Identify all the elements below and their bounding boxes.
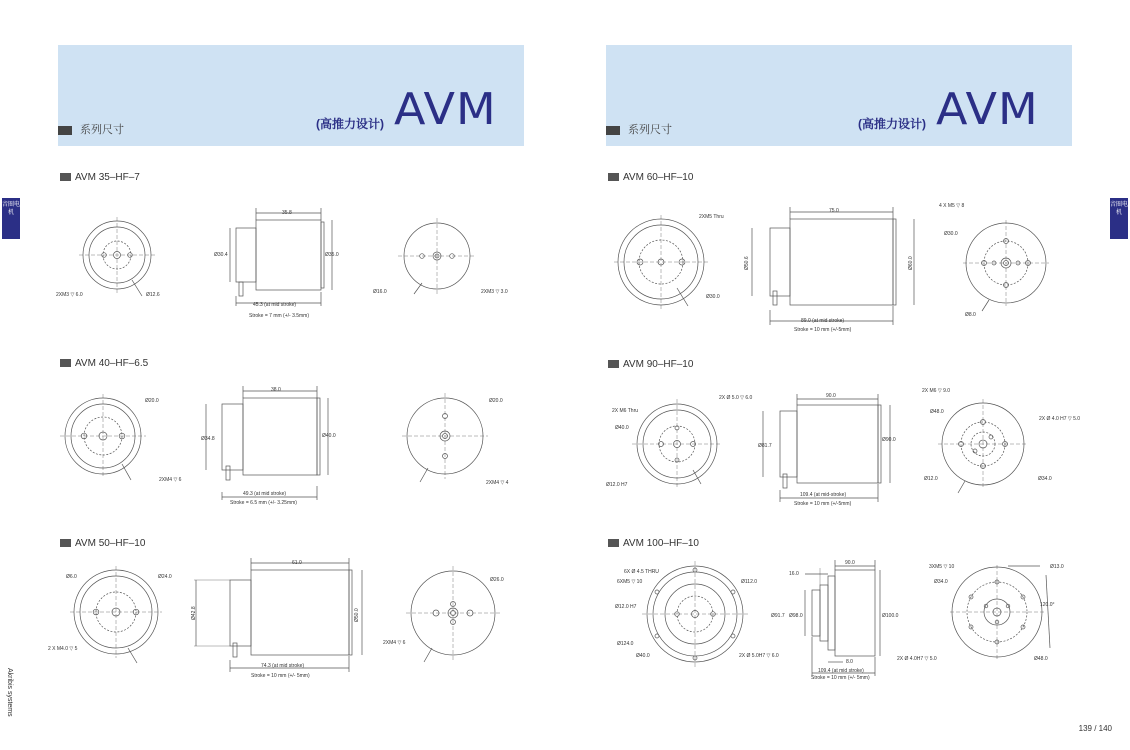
avm35-side-view bbox=[230, 208, 332, 306]
dim-label: 49.3 (at mid stroke) bbox=[243, 491, 287, 497]
model-title: AVM 35–HF–7 bbox=[60, 172, 140, 183]
dim-label: 6X Ø 4.5 THRU bbox=[624, 569, 659, 575]
dim-label: Ø20.0 bbox=[145, 398, 159, 404]
avm90-front-view bbox=[632, 399, 722, 489]
dim-label: Stroke = 10 mm (+/-5mm) bbox=[794, 327, 852, 333]
dim-label: Ø30.0 bbox=[706, 294, 720, 300]
dim-label: 6XM5 ▽ 10 bbox=[617, 579, 643, 585]
dim-label-vertical: Ø42.8 bbox=[191, 606, 197, 620]
dim-label: Stroke = 10 mm (+/- 5mm) bbox=[251, 673, 310, 679]
dim-label: 90.0 bbox=[826, 393, 836, 399]
model-title: AVM 90–HF–10 bbox=[608, 359, 693, 370]
avm50-side-view bbox=[194, 558, 362, 672]
dim-label: Stroke = 10 mm (+/-5mm) bbox=[794, 501, 852, 507]
dim-label: 61.0 bbox=[292, 560, 302, 566]
dim-label: 2XM4 ▽ 6 bbox=[383, 640, 406, 646]
dim-label: 8.0 bbox=[846, 659, 853, 665]
dim-label: Ø26.0 bbox=[490, 577, 504, 583]
banner-title: AVM bbox=[936, 83, 1039, 135]
avm60-side-view bbox=[752, 207, 914, 325]
dim-label: 75.0 bbox=[829, 208, 839, 214]
dim-label: 4 X M5 ▽ 8 bbox=[939, 203, 965, 209]
dim-label: 16.0 bbox=[789, 571, 799, 577]
banner-subtitle: (高推力设计) bbox=[858, 117, 926, 131]
dim-label: Ø124.0 bbox=[617, 641, 634, 647]
dim-label: Ø98.0 bbox=[789, 613, 803, 619]
section-title: 系列尺寸 bbox=[628, 124, 672, 136]
dim-label: Ø30.4 bbox=[214, 252, 228, 258]
avm40-front-view bbox=[60, 394, 146, 480]
avm40-rear-view bbox=[402, 393, 488, 482]
dim-label-vertical: Ø50.0 bbox=[354, 608, 360, 622]
section-title: 系列尺寸 bbox=[80, 124, 124, 136]
dim-label: Ø90.0 bbox=[882, 437, 896, 443]
dim-label: 90.0 bbox=[845, 560, 855, 566]
dim-label: 2XM4 ▽ 6 bbox=[159, 477, 182, 483]
dim-label: Ø30.0 bbox=[944, 231, 958, 237]
dim-label: 2XM4 ▽ 4 bbox=[486, 480, 509, 486]
avm60-front-view bbox=[614, 215, 708, 309]
banner-title: AVM bbox=[394, 83, 497, 135]
dim-label: 2X Ø 4.0H7 ▽ 5.0 bbox=[897, 656, 937, 662]
dim-label: Ø81.7 bbox=[758, 443, 772, 449]
avm90-side-view bbox=[763, 394, 890, 502]
dim-label: 2X M6 ▽ 9.0 bbox=[922, 388, 951, 394]
dim-label: Ø8.0 bbox=[965, 312, 976, 318]
dim-label: Ø13.0 bbox=[1050, 564, 1064, 570]
avm40-side-view bbox=[206, 386, 328, 500]
dim-label: Ø40.0 bbox=[322, 433, 336, 439]
dim-label: Ø91.7 bbox=[771, 613, 785, 619]
dim-label: 2X M6 Thru bbox=[612, 408, 639, 414]
dim-label: 120.0° bbox=[1040, 602, 1055, 608]
model-title: AVM 100–HF–10 bbox=[608, 538, 699, 549]
dim-label: Stroke = 7 mm (+/- 3.5mm) bbox=[249, 313, 310, 319]
model-title: AVM 50–HF–10 bbox=[60, 538, 145, 549]
side-tab-left: 音圈电机 bbox=[2, 198, 20, 239]
dim-label: Ø34.0 bbox=[1038, 476, 1052, 482]
avm100-rear-view bbox=[950, 565, 1050, 659]
dim-label: Ø12.0 H7 bbox=[606, 482, 628, 488]
dim-label: Ø35.0 bbox=[325, 252, 339, 258]
dim-label: Stroke = 10 mm (+/- 5mm) bbox=[811, 675, 870, 681]
dim-label: 2X Ø 5.0 ▽ 6.0 bbox=[719, 395, 753, 401]
dim-label: Ø34.8 bbox=[201, 436, 215, 442]
side-brand-text: Akribis systems bbox=[6, 668, 13, 717]
dim-label: 38.0 bbox=[271, 387, 281, 393]
dim-label: 3XM5 ▽ 10 bbox=[929, 564, 955, 570]
dim-label: Ø48.0 bbox=[930, 409, 944, 415]
dim-label: Ø100.0 bbox=[882, 613, 899, 619]
dim-label: 2XM5 Thru bbox=[699, 214, 724, 220]
dim-label: 2XM3 ▽ 6.0 bbox=[56, 292, 83, 298]
avm50-rear-view bbox=[406, 566, 500, 662]
dim-label: 2X Ø 4.0 H7 ▽ 5.0 bbox=[1039, 416, 1081, 422]
dim-label: Ø48.0 bbox=[1034, 656, 1048, 662]
dim-label: Ø16.0 bbox=[373, 289, 387, 295]
dim-label: 45.3 (at mid stroke) bbox=[253, 302, 297, 308]
dim-label: 2 X M4.0 ▽ 5 bbox=[48, 646, 78, 652]
model-title: AVM 60–HF–10 bbox=[608, 172, 693, 183]
model-title: AVM 40–HF–6.5 bbox=[60, 358, 148, 369]
dim-label: Ø24.0 bbox=[158, 574, 172, 580]
dim-label: 109.4 (at mid stroke) bbox=[818, 668, 864, 674]
dim-label: 2XM3 ▽ 3.0 bbox=[481, 289, 508, 295]
avm100-front-view bbox=[642, 561, 748, 667]
dim-label: Ø12.0 bbox=[924, 476, 938, 482]
dim-label: 2X Ø 5.0H7 ▽ 6.0 bbox=[739, 653, 779, 659]
dim-label: Ø20.0 bbox=[489, 398, 503, 404]
dim-label: Ø6.0 bbox=[66, 574, 77, 580]
dim-label: Ø12.0 H7 bbox=[615, 604, 637, 610]
dim-label: Stroke = 6.5 mm (+/- 3.25mm) bbox=[230, 500, 297, 506]
dim-label: Ø40.0 bbox=[636, 653, 650, 659]
side-tab-right: 音圈电机 bbox=[1110, 198, 1128, 239]
dim-label: Ø12.6 bbox=[146, 292, 160, 298]
avm90-rear-view bbox=[938, 399, 1028, 493]
avm60-rear-view bbox=[963, 220, 1049, 311]
dim-label: Ø34.0 bbox=[934, 579, 948, 585]
dim-label: Ø40.0 bbox=[615, 425, 629, 431]
dim-label: 109.4 (at mid-stroke) bbox=[800, 492, 847, 498]
banner-subtitle: (高推力设计) bbox=[316, 117, 384, 131]
avm50-front-view bbox=[70, 566, 162, 663]
dim-label-vertical: Ø60.0 bbox=[908, 256, 914, 270]
avm35-rear-view bbox=[398, 218, 476, 294]
dim-label: Ø112.0 bbox=[741, 579, 758, 585]
dim-label: 35.8 bbox=[282, 210, 292, 216]
dim-label: 89.0 (at mid stroke) bbox=[801, 318, 845, 324]
dim-label-vertical: Ø50.6 bbox=[744, 256, 750, 270]
avm100-side-view bbox=[805, 560, 880, 676]
page-numbers: 139 / 140 bbox=[1078, 724, 1112, 733]
avm35-front-view bbox=[79, 217, 155, 296]
dim-label: 74.3 (at mid stroke) bbox=[261, 663, 305, 669]
